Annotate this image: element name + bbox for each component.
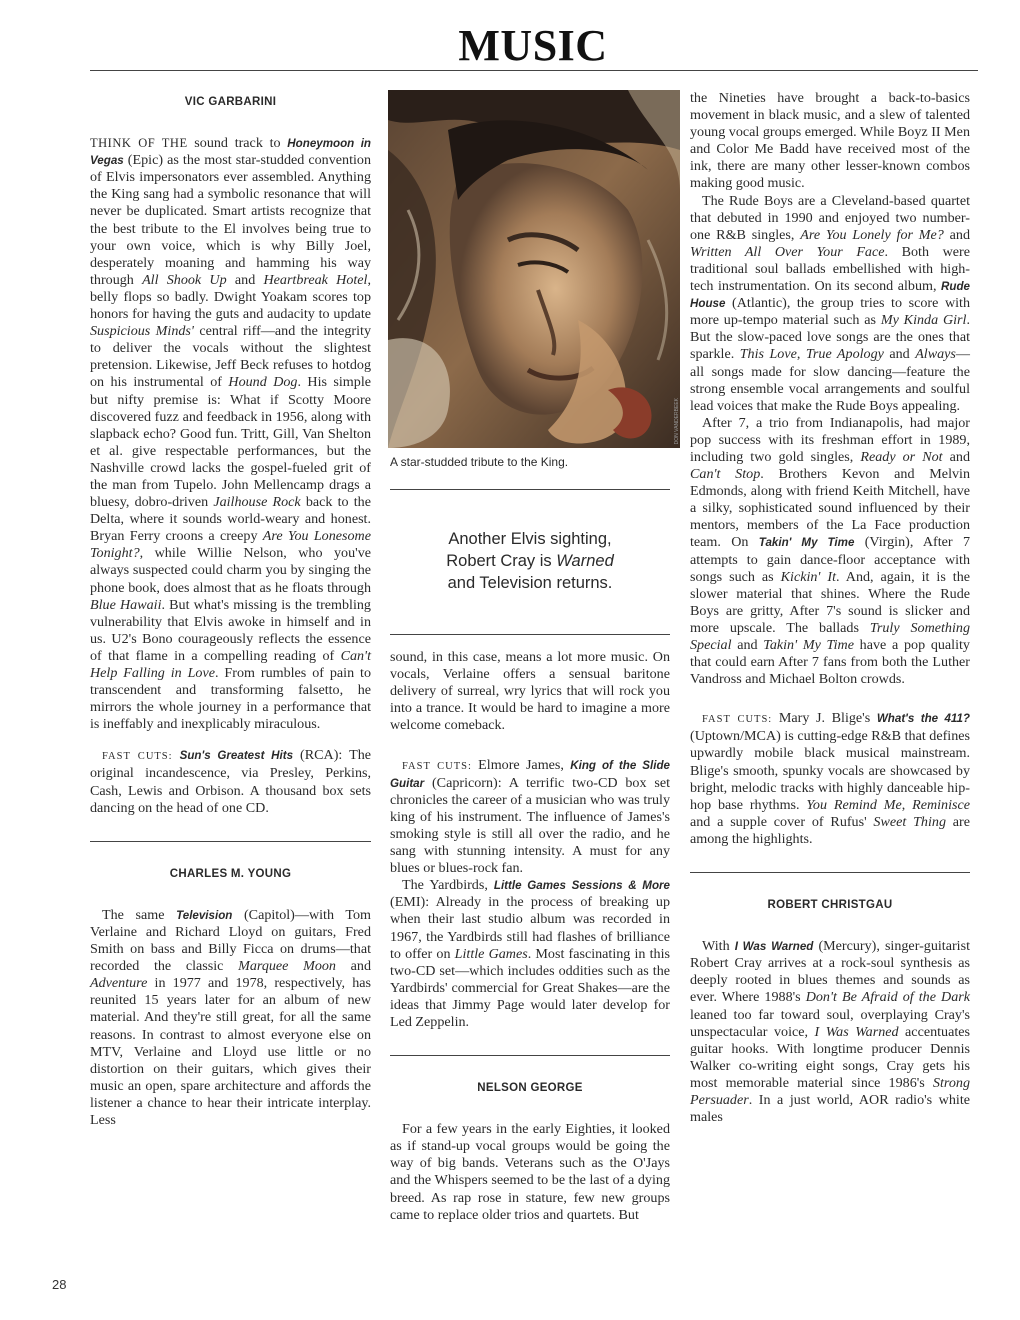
byline-nelson-george: NELSON GEORGE [477,1082,583,1095]
pull-quote-rule-top [390,489,670,490]
column-1 [90,90,371,1129]
header-rule [90,70,978,71]
pull-quote-rule-bottom [390,634,670,635]
photo-credit: DON VANDERBEEK [674,397,680,444]
review-television: The same Television (Capitol)—with Tom Verlaine and Richard Lloyd on guitars, Fred Smith on bass and Billy Ficca on drums—that recorded the classic Marquee Moon and Adventure in 1977 and 1978, respectively, has reunited 15 years later for an album of new material. And they're still great, for all the same reasons. In contrast to almost everyone else on MTV, Verlaine and Lloyd use little or no distortion on their guitars, which gives their music an open, spare architecture and affords the listener a chance to hear their intricate interplay. Less [90,906,371,1128]
painted-portrait-image [388,90,680,448]
section-divider [90,841,371,842]
fast-cuts-mary-j-blige: FAST CUTS: Mary J. Blige's What's the 411? (Uptown/MCA) is cutting-edge R&B that defines upwardly mobile black musical mainstream. Blige's smooth, spunky vocals are showcased by bright, melodic tracks with highly danceable hip-hop base rhythms. You Remind Me, Reminisce and a supple cover of Rufus' Sweet Thing are among the highlights. [690,710,971,847]
photo-caption: A star-studded tribute to the King. [390,455,569,469]
review-yardbirds: The Yardbirds, Little Games Sessions & More (EMI): Already in the process of breaking up when their last studio album was recorded in 1967, the Yardbirds still had flashes of brilliance to offer on Little Games. Most fascinating in this two-CD set—which includes oddities such as the Yardbirds' commercial for Great Shakes—are the ideas that Jimmy Page would later develop for Led Zeppelin. [390,877,670,1030]
review-after-7: After 7, a trio from Indianapolis, had major pop success with its freshman effort in 1989, including two gold singles, Ready or Not and Can't Stop. Brothers Kevon and Melvin Edmonds, along with friend Keith Mitchell, have a silky, sophisticated sound influenced by their mentors, members of the La Face production team. On Takin' My Time (Virgin), After 7 attempts to gain dance-floor acceptance with songs such as Kickin' It. And, again, it is the slower material that shines. Where the Rude Boys are gritty, After 7's sound is slicker and more upscale. The ballads Truly Something Special and Takin' My Time have a pop quality that could earn After 7 fans from both the Luther Vandross and Michael Bolton crowds. [690,414,971,688]
review-honeymoon-in-vegas: THINK OF THE sound track to Honeymoon in Vegas (Epic) as the most star-studded convention of Elvis impersonators ever assembled. Anything the King sang had a symbolic resonance that will never be duplicated. Smart artists recognize that the best tribute to the El involves being true to your own voice, which is why Billy Joel, desperately moaning and hamming his way through All Shook Up and Heartbreak Hotel, belly flops so badly. Dwight Yoakam scores top honors for having the guts and audacity to update Suspicious Minds' central riff—and the integrity to deliver the vocals without the slightest pretension. Likewise, Jeff Beck refuses to hotdog on his instrumental of Hound Dog. His simple but nifty premise is: What if Scotty Moore discovered fuzz and feedback in 1956, along with slapback echo? Good fun. Tritt, Gill, Van Shelton et al. give respectable performances, but the Nashville crowd lacks the gospel-fueled grit of the man from Tupelo. John Mellencamp drags a bluesy, dobro-driven Jailhouse Rock back to the Delta, where it sounds world-weary and honest. Bryan Ferry croons a creepy Are You Lonesome Tonight?, while Willie Nelson, who you've always suspected could charm you by singing the phone book, does almost that as he floats through Blue Hawaii. But what's missing is the trembling vulnerability that Elvis awoke in himself and in us. U2's Bono courageously reflects the essence of that flame in a compelling reading of Can't Help Falling in Love. From rumbles of pain to transcendent and transforming falsetto, he mirrors the whole journey in a performance that is ineffably and inexplicably miraculous. [90,135,371,733]
fast-cuts-elmore-james: FAST CUTS: Elmore James, King of the Slide Guitar (Capricorn): A terrific two-CD box set chronicles the career of a musician who was truly king of his instrument. The influence of James's smoking style is still all over the radio, and he sang with stunning intensity. A must for any blues or blues-rock fan. [390,756,670,877]
page-number: 28 [52,1277,67,1292]
review-robert-cray: With I Was Warned (Mercury), singer-guitarist Robert Cray arrives at a rock-soul synthesis as deeply rooted in blues themes and sounds as ever. Where 1988's Don't Be Afraid of the Dark leaned too far toward soul, overplaying Cray's unspectacular voice, I Was Warned accentuates guitar hooks. With longtime producer Dennis Walker co-writing eight songs, Cray gets his most memorable material since 1986's Strong Persuader. In a just world, AOR radio's white males [690,938,971,1126]
byline-charles-m-young: CHARLES M. YOUNG [169,867,292,880]
section-divider [690,872,970,873]
column-2 [390,90,680,1224]
column-3 [690,90,970,1126]
review-vocal-groups-intro: For a few years in the early Eighties, it looked as if stand-up vocal groups would be going the way of big bands. Veterans such as the O'Jays and the Whispers seemed to be the last of a dying breed. As rap rose in stature, few new groups came to replace older trios and quartets. But [390,1121,670,1223]
fast-cuts-suns-greatest-hits: FAST CUTS: Sun's Greatest Hits (RCA): The original incandescence, via Presley, Perkins, Cash, Lewis and Orbison. A thousand box sets dancing on the head of one CD. [90,747,371,816]
section-divider [390,1055,670,1056]
section-title: MUSIC [458,21,608,70]
byline-robert-christgau: ROBERT CHRISTGAU [767,899,893,912]
byline-vic-garbarini: VIC GARBARINI [184,96,277,108]
elvis-illustration [388,90,680,448]
review-rude-boys: The Rude Boys are a Cleveland-based quartet that debuted in 1990 and enjoyed two number-one R&B singles, Are You Lonely for Me? and Written All Over Your Face. Both were traditional soul ballads embellished with high-tech instrumentation. On its second album, Rude House (Atlantic), the group tries to score with more up-tempo material such as My Kinda Girl. But the slow-paced love songs are the ones that sparkle. This Love, True Apology and Always—all songs made for slow dancing—feature the strong ensemble vocal arrangements and soulful lead voices that make the Rude Boys appealing. [690,192,971,414]
review-vocal-groups-continued: the Nineties have brought a back-to-basics movement in black music, and a slew of talented young vocal groups emerged. While Boyz II Men and Color Me Badd have received most of the ink, there are many other lesser-known combos making good music. [690,90,970,192]
review-television-continued: sound, in this case, means a lot more music. On vocals, Verlaine offers a sensual baritone delivery of surreal, wry lyrics that will rock you into a trance. It would be hard to imagine a more welcome comeback. [390,649,670,734]
pull-quote: Another Elvis sighting, Robert Cray is Warned and Television returns. [446,530,614,593]
